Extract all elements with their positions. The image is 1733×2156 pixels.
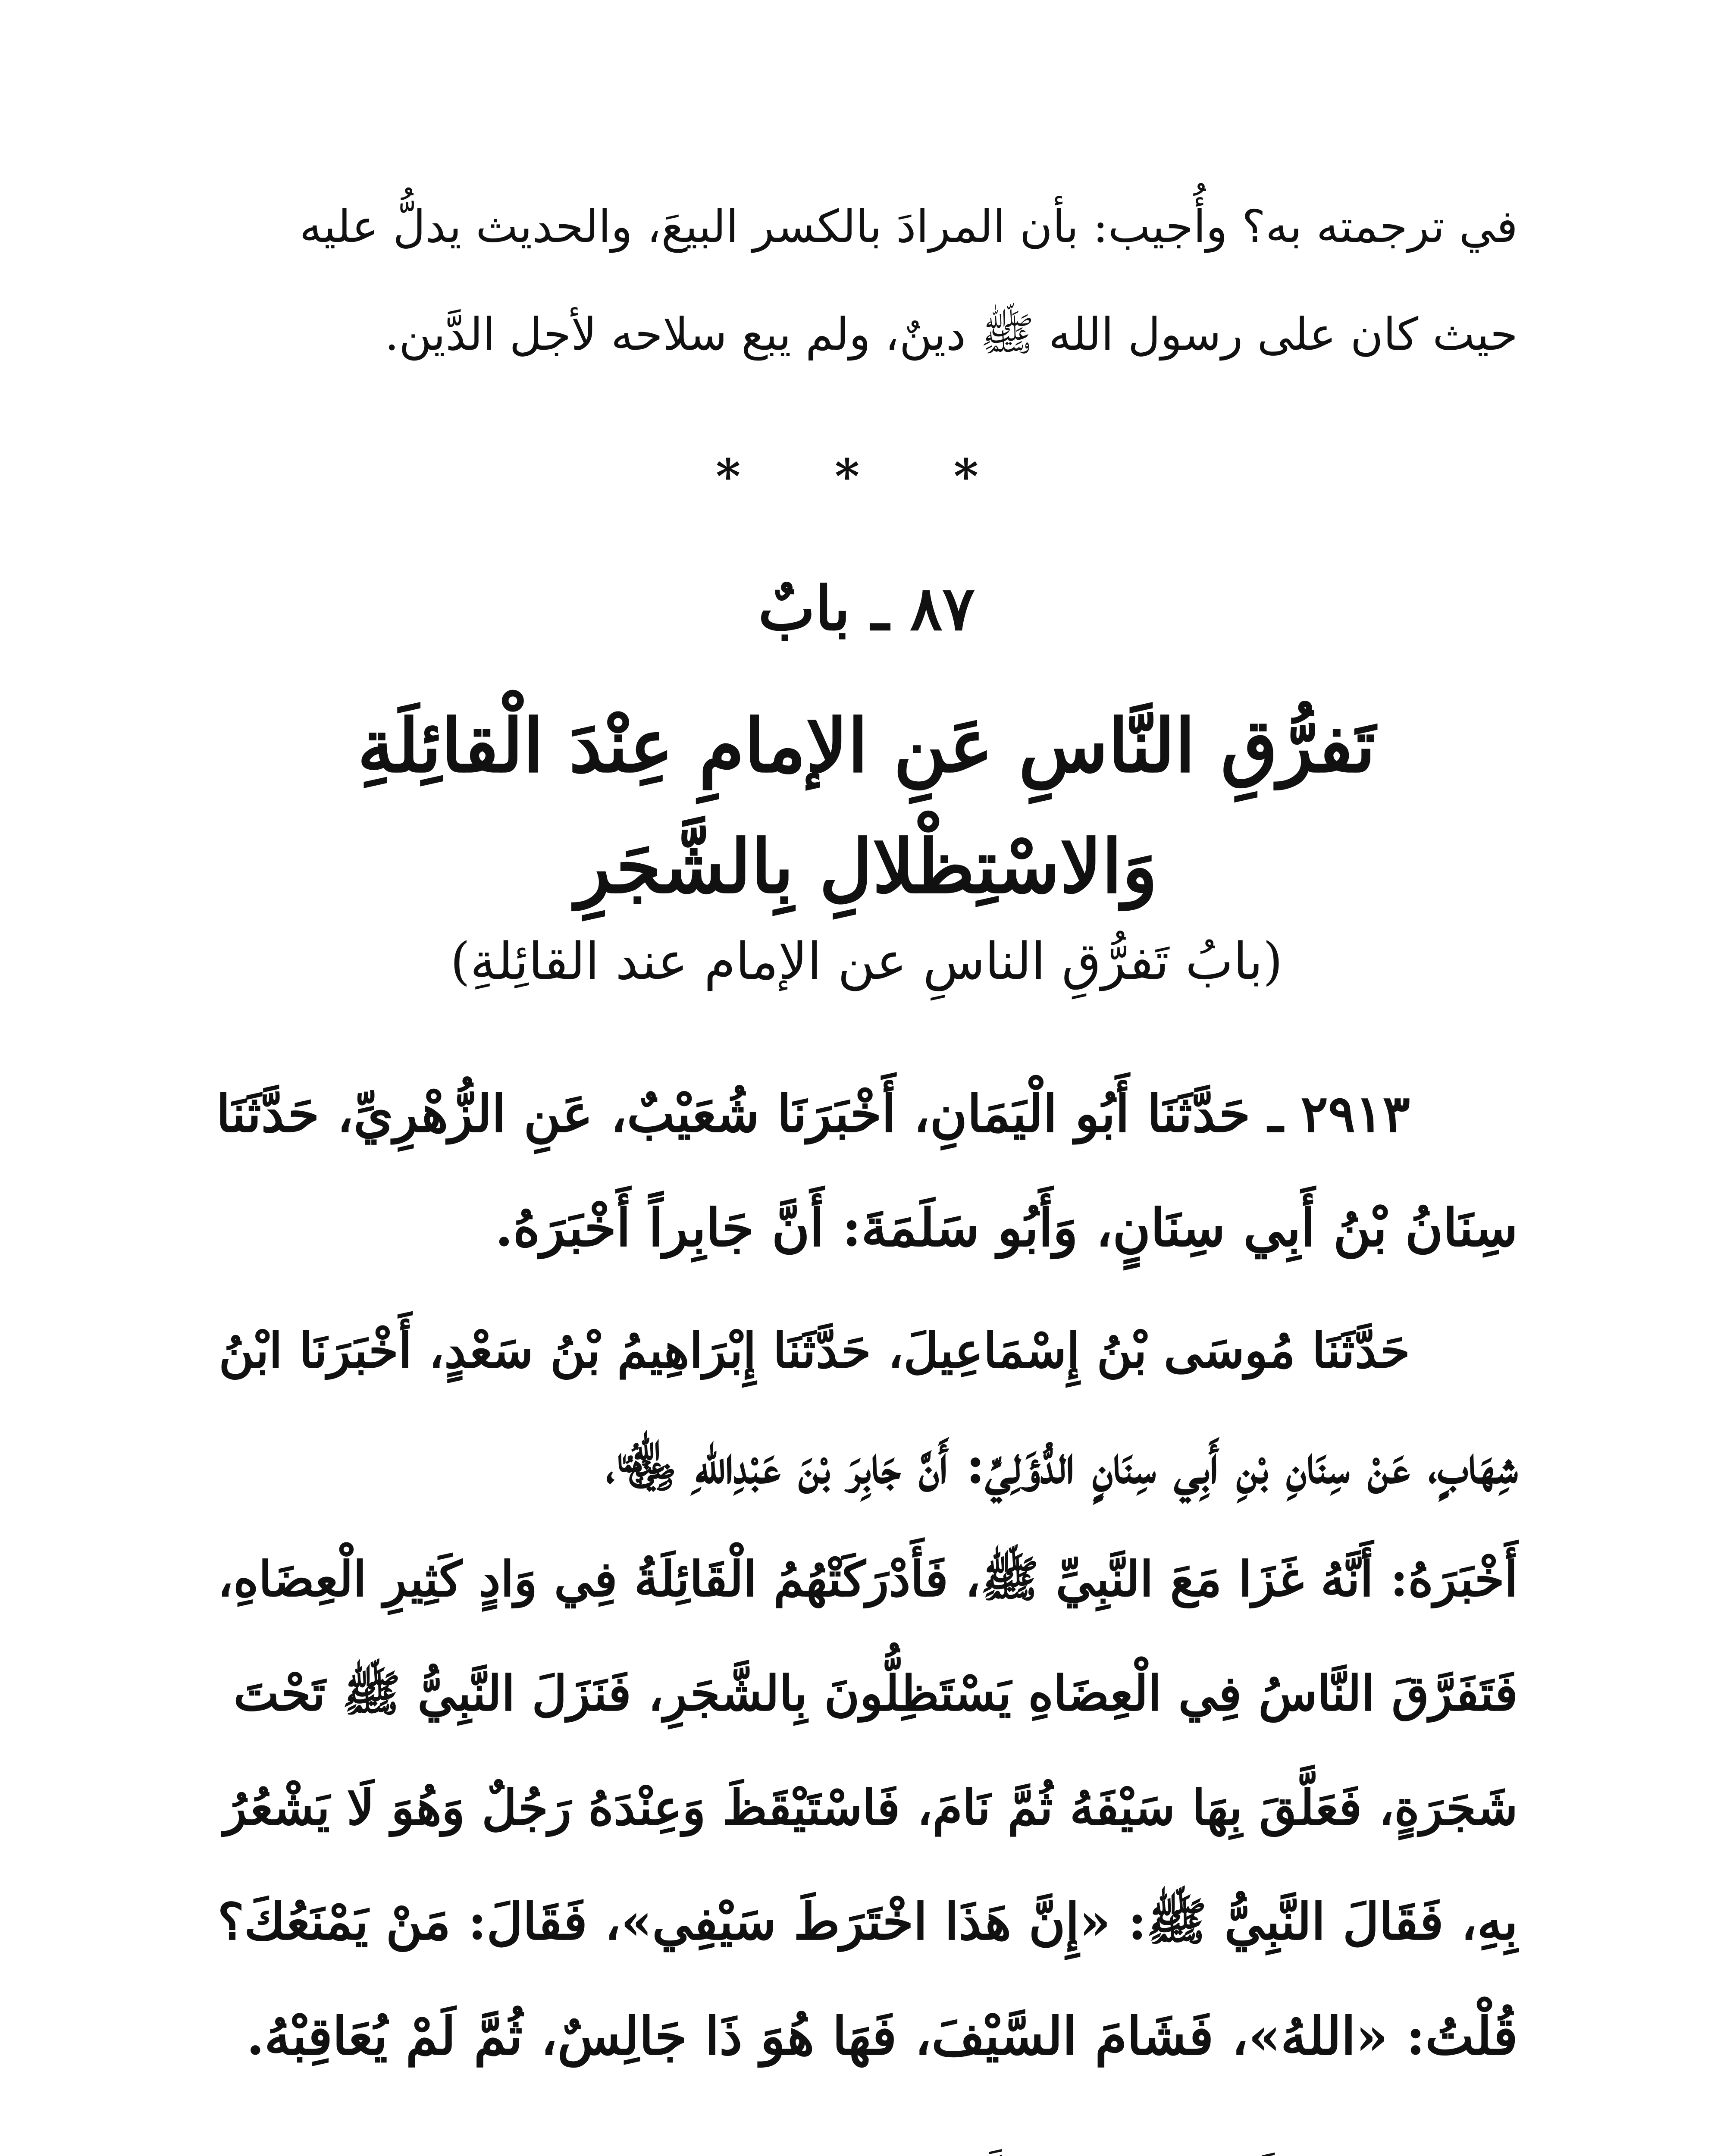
commentary-line bbox=[216, 2134, 1518, 2156]
hadith-second-chain bbox=[216, 1294, 1518, 2093]
hadith-line: ٢٩١٣ ـ حَدَّثَنَا أَبُو الْيَمَانِ، أَخْبَرَنَا شُعَيْبٌ، عَنِ الزُّهْرِيِّ، حَدَّثَنَا bbox=[216, 1084, 1410, 1144]
chapter-subtitle: (بابُ تَفرُّقِ الناسِ عن الإمام عند القائِلةِ) bbox=[450, 931, 1283, 991]
hadith-line: أَخْبَرَهُ: أَنَّهُ غَزَا مَعَ النَّبِيِّ ﷺ، فَأَدْرَكَتْهُمُ الْقَائِلَةُ فِي وَادٍ كَثِيرِ الْعِضَاهِ، bbox=[217, 1551, 1518, 1608]
hadith-line: قُلْتُ: «اللهُ»، فَشَامَ السَّيْفَ، فَهَا هُوَ ذَا جَالِسٌ، ثُمَّ لَمْ يُعَاقِبْهُ. bbox=[246, 2006, 1518, 2067]
section-separator: * * * bbox=[715, 448, 1018, 504]
hadith-line: حَدَّثَنَا مُوسَى بْنُ إِسْمَاعِيلَ، حَدَّثَنَا إِبْرَاهِيمُ بْنُ سَعْدٍ، أَخْبَرَنَا ابْنُ bbox=[219, 1322, 1410, 1379]
chapter-number: ٨٧ ـ بابٌ bbox=[758, 573, 975, 644]
top-commentary bbox=[216, 172, 1518, 388]
hadith-line: فَتَفَرَّقَ النَّاسُ فِي الْعِضَاهِ يَسْتَظِلُّونَ بِالشَّجَرِ، فَنَزَلَ النَّبِيُّ ﷺ تَحْتَ bbox=[233, 1665, 1518, 1722]
chapter-title-line: وَالاسْتِظْلالِ بِالشَّجَرِ bbox=[575, 824, 1158, 910]
hadith-2913 bbox=[216, 1056, 1518, 1285]
chapter-title-line: تَفرُّقِ النَّاسِ عَنِ الإمامِ عِنْدَ الْقائِلَةِ bbox=[357, 703, 1376, 789]
hadith-line: سِنَانُ بْنُ أَبِي سِنَانٍ، وَأَبُو سَلَمَةَ: أَنَّ جَابِراً أَخْبَرَهُ. bbox=[495, 1197, 1518, 1258]
commentary-line: حيث كان على رسول الله ﷺ دينٌ، ولم يبع سلاحه لأجل الدَّين. bbox=[385, 308, 1518, 360]
chapter-title bbox=[0, 686, 1733, 927]
hadith-line: بِهِ، فَقَالَ النَّبِيُّ ﷺ: «إِنَّ هَذَا اخْتَرَطَ سَيْفِي»، فَقَالَ: مَنْ يَمْنَعُكَ؟ bbox=[217, 1893, 1518, 1951]
bottom-commentary bbox=[216, 2134, 1518, 2156]
hadith-line: شِهَابٍ، عَنْ سِنَانِ بْنِ أَبِي سِنَانٍ الدُّؤَلِيِّ: أَنَّ جَابِرَ بْنَ عَبْدِاللهِ ﵄، bbox=[605, 1435, 1518, 1495]
commentary-line: في ترجمته به؟ وأُجيب: بأن المرادَ بالكسر البيعَ، والحديث يدلُّ عليه bbox=[299, 200, 1518, 253]
hadith-line: شَجَرَةٍ، فَعَلَّقَ بِهَا سَيْفَهُ ثُمَّ نَامَ، فَاسْتَيْقَظَ وَعِنْدَهُ رَجُلٌ وَهُوَ لَا يَشْعُرُ bbox=[223, 1780, 1518, 1836]
